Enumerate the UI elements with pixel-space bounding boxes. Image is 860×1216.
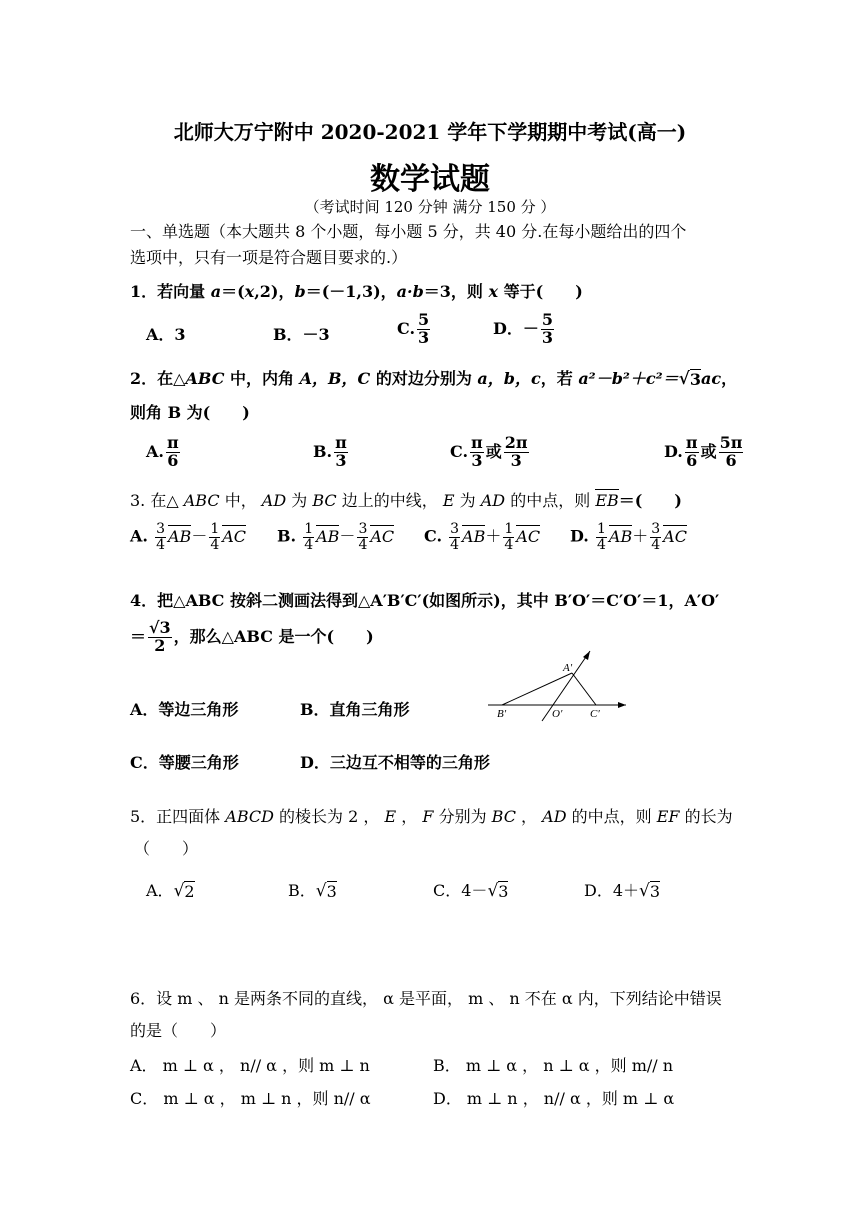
q2-b-label: B. (313, 441, 333, 461)
question-2-line1 (130, 366, 737, 389)
q5-a-sqrt (174, 881, 195, 901)
q2-mid3: ，若 (540, 369, 579, 388)
q3-b-d1: 4 (304, 536, 314, 553)
q3-d-n2: 3 (651, 521, 661, 537)
q2-sqrt-value: 3 (689, 370, 701, 389)
q2-pre: 2．在△ (130, 369, 186, 388)
q2-d-den1: 6 (686, 450, 698, 470)
q3-c-coef2 (503, 522, 514, 552)
q1-c-num: 5 (418, 310, 430, 329)
q3-option-b[interactable] (277, 522, 394, 552)
q4-sqrt-value: 3 (159, 618, 171, 637)
q2-end: ， (721, 369, 738, 388)
question-1-stem (130, 279, 583, 302)
q5-abcd: ABCD (225, 807, 274, 826)
q3-b-n1: 1 (304, 521, 314, 537)
q5-ad: AD (542, 807, 567, 826)
q1-option-c[interactable] (397, 312, 432, 347)
section-instruction-line2: 选项中，只有一项是符合题目要求的.） (130, 248, 408, 267)
q1-stem-pre: 1．若向量 (130, 282, 211, 301)
q1-option-d-label: D．－ (493, 318, 539, 338)
q3-a-coef2 (209, 522, 220, 552)
label-b-prime: B′ (497, 708, 507, 720)
sqrt-icon: √ (173, 881, 185, 901)
q1-c-den: 3 (418, 327, 430, 347)
q3-mid: 中， (219, 491, 262, 510)
q3-e: E (442, 491, 455, 510)
sqrt-icon: √ (678, 369, 690, 389)
label-a-prime: A′ (563, 662, 573, 674)
q5-a-value: 2 (184, 882, 195, 901)
q3-d-coef1 (596, 522, 607, 552)
q5-e: E (384, 807, 397, 826)
q2-b-fraction (334, 435, 348, 470)
exam-time-subtitle: （考试时间 120 分钟 满分 150 分 ） (304, 198, 556, 216)
question-5-line2: （ ） (134, 839, 199, 858)
q5-d-sqrt (639, 881, 660, 901)
q3-abc: ABC (183, 491, 220, 510)
q4-option-a[interactable]: A．等边三角形 (130, 700, 239, 719)
q2-a-label: A. (146, 441, 164, 461)
q3-option-d[interactable] (570, 522, 687, 552)
school-exam-heading: 北师大万宁附中 2020-2021 学年下学期期中考试(高一) (173, 120, 687, 144)
x-axis-arrow-icon (618, 702, 626, 708)
question-3-stem (130, 488, 682, 511)
q3-d-vec-ac: AC (663, 526, 687, 546)
q2-d-label: D. (664, 441, 683, 461)
section-instruction-line1: 一、单选题（本大题共 8 个小题，每小题 5 分，共 40 分.在每小题给出的四个 (130, 222, 687, 241)
q3-mid3: 边上的中线， (336, 491, 443, 510)
q2-sqrt (679, 369, 701, 389)
q1-var-x2: x (488, 282, 499, 301)
q3-c-vec-ab: AB (462, 526, 486, 546)
q2-d-den2: 6 (725, 450, 737, 470)
q4-tail: ，那么△ABC 是一个( ) (173, 626, 374, 646)
q3-b-coef2 (357, 522, 368, 552)
q5-bc: BC (491, 807, 516, 826)
q2-c-fraction-1 (470, 435, 484, 470)
q2-b-num: π (335, 433, 347, 452)
q5-c-value: 3 (498, 882, 509, 901)
q5-mid2: ， (396, 807, 423, 826)
q3-c-n2: 1 (504, 521, 514, 537)
q1-var-a: a (210, 282, 222, 301)
q5-d-value: 3 (649, 882, 661, 901)
q4-option-d[interactable]: D．三边互不相等的三角形 (300, 753, 490, 772)
q1-option-c-label: C. (397, 318, 416, 338)
sqrt-icon: √ (639, 881, 650, 901)
q5-b-sqrt (316, 881, 337, 901)
q5-mid3: 分别为 (433, 807, 492, 826)
sqrt-icon: √ (149, 618, 160, 637)
q2-a-den: 6 (167, 450, 179, 470)
q3-a-vec-ab: AB (168, 526, 192, 546)
q3-a-n2: 1 (210, 521, 220, 537)
q3-b-minus: － (339, 526, 356, 546)
q6-option-d[interactable]: D． m ⊥ n ， n// α ，则 m ⊥ α (433, 1089, 675, 1108)
q5-option-b[interactable] (288, 878, 337, 901)
q1-eq1b: ,2)， (254, 282, 295, 301)
q1-eq2: ＝(－1,3)， (305, 282, 397, 301)
q2-c-num1: π (471, 433, 483, 452)
sqrt-icon: √ (487, 881, 499, 901)
q3-ad2: AD (480, 491, 506, 510)
q2-option-d[interactable] (664, 435, 745, 470)
q1-option-b[interactable]: B．－3 (273, 325, 330, 344)
q5-option-a[interactable] (146, 878, 195, 901)
q3-d-d2: 4 (651, 536, 661, 553)
q2-c-num2: 2π (504, 433, 528, 452)
q3-c-vec-ac: AC (516, 526, 541, 546)
q5-d-pre: 4＋ (612, 881, 640, 900)
q2-c-or: 或 (485, 441, 502, 461)
q1-d-num: 5 (541, 310, 554, 329)
label-o-prime: O′ (552, 708, 563, 720)
q3-mid4: 为 (454, 491, 481, 510)
q1-dot-product: a·b (396, 282, 424, 301)
q5-option-d[interactable] (584, 878, 660, 901)
q1-eq3: ＝3，则 (423, 282, 489, 301)
q2-c-den1: 3 (471, 450, 483, 470)
oblique-triangle-figure (480, 645, 640, 725)
q2-a-num: π (166, 433, 179, 452)
q2-option-a[interactable] (146, 435, 182, 470)
q3-a-n1: 3 (156, 521, 165, 537)
q3-vector-eb: EB (595, 491, 619, 510)
q3-c-label: C. (424, 526, 443, 546)
q1-option-a[interactable]: A．3 (146, 325, 186, 344)
q3-option-c[interactable] (424, 522, 540, 552)
q2-d-or: 或 (700, 441, 717, 461)
q3-b-coef1 (303, 522, 314, 552)
q2-a-fraction (166, 435, 180, 470)
q3-a-minus: － (191, 526, 208, 546)
q3-bc: BC (312, 491, 337, 510)
y-axis-arrow-icon (583, 651, 590, 660)
q5-c-label: C． (433, 881, 462, 900)
q3-d-plus: ＋ (632, 526, 649, 546)
question-2-line2: 则角 B 为( ) (130, 403, 250, 422)
q4-eq: ＝ (130, 626, 147, 646)
q3-b-n2: 3 (358, 521, 368, 537)
q5-c-pre: 4－ (461, 881, 488, 900)
q4-option-b[interactable]: B．直角三角形 (300, 700, 410, 719)
page-title: 数学试题 (370, 162, 490, 197)
q5-d-label: D． (584, 881, 613, 900)
q3-d-d1: 4 (596, 536, 606, 553)
q2-c-den2: 3 (510, 450, 522, 470)
q3-c-d1: 4 (450, 536, 460, 553)
q5-pre: 5．正四面体 (130, 807, 226, 826)
q5-mid: 的棱长为 2 ， (273, 807, 385, 826)
question-6-line2: 的是（ ） (130, 1021, 227, 1040)
q3-mid2: 为 (286, 491, 313, 510)
q5-mid4: ， (515, 807, 543, 826)
q3-c-d2: 4 (504, 536, 514, 553)
q6-option-c[interactable]: C． m ⊥ α ， m ⊥ n ，则 n// α (130, 1089, 371, 1108)
q3-a-label: A. (130, 526, 148, 546)
q3-d-coef2 (650, 522, 661, 552)
q2-mid: 中，内角 (224, 369, 300, 388)
question-4-line1: 4．把△ABC 按斜二测画法得到△A′B′C′(如图所示)，其中 B′O′＝C′O′＝1，A′O′ (130, 591, 720, 610)
q3-a-coef1 (155, 522, 166, 552)
q3-c-plus: ＋ (485, 526, 502, 546)
label-c-prime: C′ (590, 708, 600, 720)
q3-b-label: B. (277, 526, 297, 546)
q3-b-vec-ab: AB (316, 526, 340, 546)
q1-eq1: ＝( (221, 282, 245, 301)
q3-c-n1: 3 (450, 521, 460, 537)
q2-option-b[interactable] (313, 435, 350, 470)
q4-option-c[interactable]: C．等腰三角形 (130, 753, 239, 772)
q5-tail: 的长为 (679, 807, 733, 826)
q1-option-d-fraction (541, 312, 554, 347)
q5-f: F (422, 807, 434, 826)
q2-equation: a²－b²＋c²＝ (578, 369, 679, 388)
question-5-line1 (130, 804, 733, 827)
q1-option-d[interactable] (493, 312, 556, 347)
q2-vars: A，B，C (299, 369, 371, 388)
q3-d-label: D. (570, 526, 589, 546)
q1-var-b: b (294, 282, 306, 301)
sqrt-icon: √ (315, 881, 327, 901)
q1-tail: 等于( ) (498, 282, 583, 301)
q2-d-fraction-2 (719, 435, 744, 470)
q2-ac: ac (700, 369, 722, 388)
q6-option-b[interactable]: B． m ⊥ α ， n ⊥ α ，则 m// n (433, 1056, 674, 1075)
q5-mid5: 的中点，则 (566, 807, 657, 826)
q4-den: 2 (154, 635, 166, 655)
q3-pre: 3. 在△ (130, 491, 184, 510)
q5-b-label: B． (288, 881, 316, 900)
edge-b-a (502, 673, 572, 705)
q3-a-d2: 4 (210, 536, 220, 553)
q3-option-a[interactable] (130, 522, 246, 552)
q3-d-vec-ab: AB (608, 526, 633, 546)
edge-a-c (572, 673, 596, 705)
q3-mid5: 的中点，则 (505, 491, 596, 510)
q1-var-x: x (244, 282, 255, 301)
q3-a-vec-ac: AC (222, 526, 247, 546)
q2-sides: a，b，c (477, 369, 541, 388)
q5-b-value: 3 (326, 882, 337, 901)
q5-option-c[interactable] (433, 878, 508, 901)
q3-ad: AD (261, 491, 287, 510)
question-6-line1: 6．设 m 、 n 是两条不同的直线， α 是平面， m 、 n 不在 α 内，下列结论中错误 (130, 989, 722, 1008)
q2-b-den: 3 (335, 450, 347, 470)
q3-tail: ＝( ) (618, 491, 682, 510)
q2-d-num1: π (685, 433, 698, 452)
q2-d-num2: 5π (719, 433, 743, 452)
q1-d-den: 3 (541, 327, 554, 347)
q3-b-vec-ac: AC (370, 526, 395, 546)
q3-c-coef1 (449, 522, 460, 552)
q2-abc: ABC (185, 369, 225, 388)
q3-a-d1: 4 (156, 536, 165, 553)
q5-ef: EF (656, 807, 680, 826)
q3-b-d2: 4 (358, 536, 368, 553)
q1-option-c-fraction (417, 312, 430, 347)
q2-c-label: C. (450, 441, 469, 461)
q2-c-fraction-2 (504, 435, 529, 470)
q6-option-a[interactable]: A． m ⊥ α ， n// α ，则 m ⊥ n (130, 1056, 370, 1075)
q5-a-label: A． (146, 881, 174, 900)
q4-fraction (148, 620, 172, 655)
q5-c-sqrt (487, 881, 508, 901)
q2-option-c[interactable] (450, 435, 531, 470)
q2-d-fraction-1 (685, 435, 699, 470)
question-4-line2 (130, 620, 374, 655)
q3-d-n1: 1 (596, 521, 606, 537)
q2-mid2: 的对边分别为 (370, 369, 478, 388)
